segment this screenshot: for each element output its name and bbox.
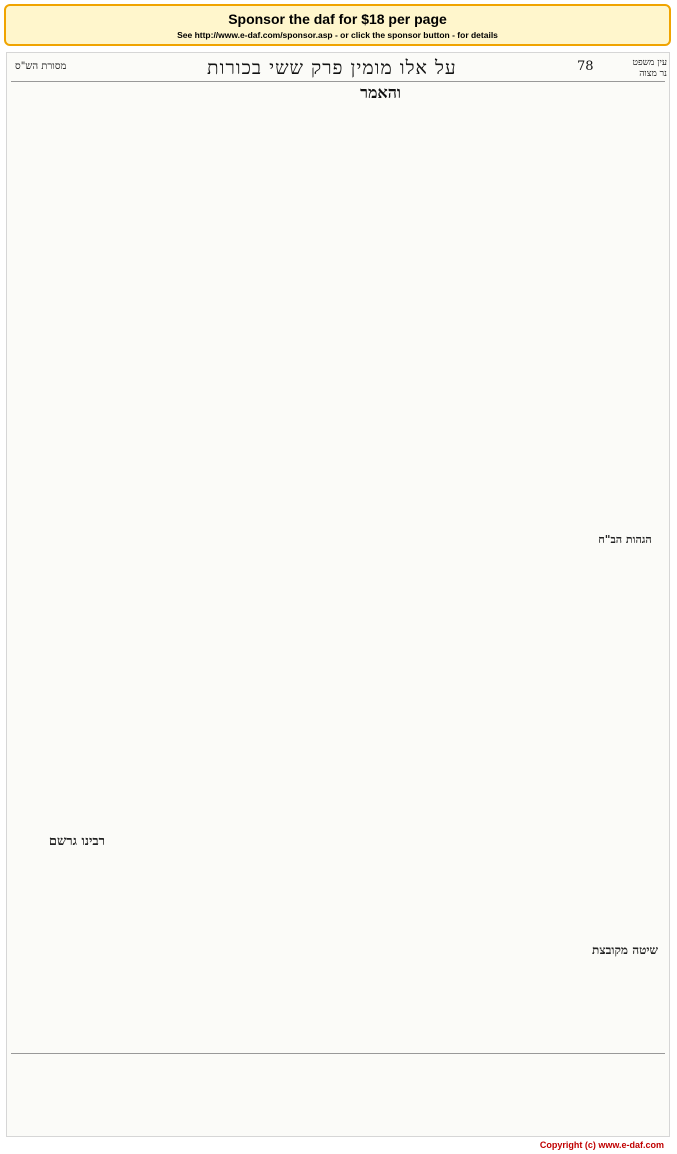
ein-mishpat-column [581, 87, 667, 647]
tosafot-column [67, 87, 217, 1087]
sponsor-subtitle[interactable]: See http://www.e-daf.com/sponsor.asp - or click the sponsor button - for details [177, 30, 498, 40]
talmud-page [6, 52, 670, 1137]
sponsor-banner[interactable] [4, 4, 671, 46]
page-number: 78 [577, 59, 594, 74]
masoret-hashas-label: מסורת הש"ס [15, 61, 67, 72]
main-headword: והאמר [360, 87, 401, 102]
page-title: על אלו מומין פרק ששי בכורות [207, 57, 457, 79]
rashi-column [405, 87, 577, 1087]
copyright-footer[interactable] [6, 1138, 670, 1152]
ein-mishpat-label-2: נר מצוה [639, 69, 667, 79]
shita-title: שיטה מקובצת [592, 943, 658, 957]
rabbeinu-gershom-title: רבינו גרשם [48, 834, 106, 849]
ein-mishpat-label [597, 57, 667, 79]
copyright-text[interactable]: Copyright (c) www.e-daf.com [539, 1140, 664, 1150]
hagahot-title: הגהות הב"ח [598, 533, 652, 546]
masoret-hashas-column [11, 87, 65, 687]
ein-mishpat-label-1: עין משפט [632, 58, 667, 68]
sponsor-title[interactable]: Sponsor the daf for $18 per page [228, 11, 447, 27]
footnote-rule [11, 1053, 665, 1054]
header-rule [11, 81, 665, 82]
main-text-column [221, 87, 401, 1087]
footnotes [13, 1057, 663, 1133]
